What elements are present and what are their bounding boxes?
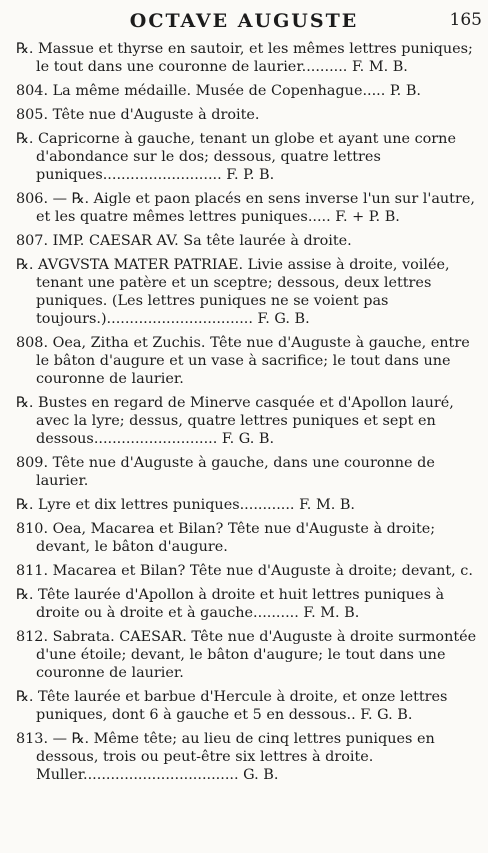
catalog-entry-reverse: ℞. Bustes en regard de Minerve casquée et d'Apollon lauré, avec la lyre; dessus, quatre lettres puniques et sept en dessous........................... F. G. B. [16, 395, 454, 447]
catalog-entry-807: 807. IMP. CAESAR AV. Sa tête laurée à droite. [16, 233, 352, 249]
catalog-entry-809: 809. Tête nue d'Auguste à gauche, dans une couronne de laurier. [16, 455, 435, 489]
page-number: 165 [449, 10, 482, 30]
catalog-entry-reverse: ℞. Tête laurée d'Apollon à droite et huit lettres puniques à droite ou à droite et à gauche.......... F. M. B. [16, 587, 445, 621]
catalog-entry-812: 812. Sabrata. CAESAR. Tête nue d'Auguste à droite surmontée d'une étoile; devant, le bâton d'augure; le tout dans une couronne de laurier. [16, 629, 477, 681]
catalog-entry-804: 804. La même médaille. Musée de Copenhague..... P. B. [16, 83, 421, 99]
catalog-entry-810: 810. Oea, Macarea et Bilan? Tête nue d'Auguste à droite; devant, le bâton d'augure. [16, 521, 436, 555]
catalog-entry-reverse: ℞. AVGVSTA MATER PATRIAE. Livie assise à droite, voilée, tenant une patère et un sceptre; dessous, deux lettres puniques. (Les lettres puniques ne se voient pas toujours.)................................ F. G. B. [16, 257, 450, 327]
catalog-entry-811: 811. Macarea et Bilan? Tête nue d'Auguste à droite; devant, c. [16, 563, 473, 579]
page-header [0, 4, 488, 36]
catalog-entry-reverse: ℞. Lyre et dix lettres puniques............ F. M. B. [16, 497, 355, 513]
catalog-entry-reverse: ℞. Tête laurée et barbue d'Hercule à droite, et onze lettres puniques, dont 6 à gauche et 5 en dessous.. F. G. B. [16, 689, 448, 723]
page-body [16, 40, 480, 790]
catalog-entry-reverse: ℞. Capricorne à gauche, tenant un globe et ayant une corne d'abondance sur le dos; dessous, quatre lettres puniques.......................... F. P. B. [16, 131, 456, 183]
catalog-entry-805: 805. Tête nue d'Auguste à droite. [16, 107, 260, 123]
running-title: OCTAVE AUGUSTE [129, 10, 359, 32]
catalog-entry-806: 806. — ℞. Aigle et paon placés en sens inverse l'un sur l'autre, et les quatre mêmes lettres puniques..... F. + P. B. [16, 191, 475, 225]
catalog-entry-813: 813. — ℞. Même tête; au lieu de cinq lettres puniques en dessous, trois ou peut-être six lettres à droite. Muller.................................. G. B. [16, 731, 435, 783]
catalog-entry-reverse: ℞. Massue et thyrse en sautoir, et les mêmes lettres puniques; le tout dans une couronne de laurier.......... F. M. B. [16, 41, 473, 75]
catalog-entry-808: 808. Oea, Zitha et Zuchis. Tête nue d'Auguste à gauche, entre le bâton d'augure et un vase à sacrifice; le tout dans une couronne de laurier. [16, 335, 470, 387]
